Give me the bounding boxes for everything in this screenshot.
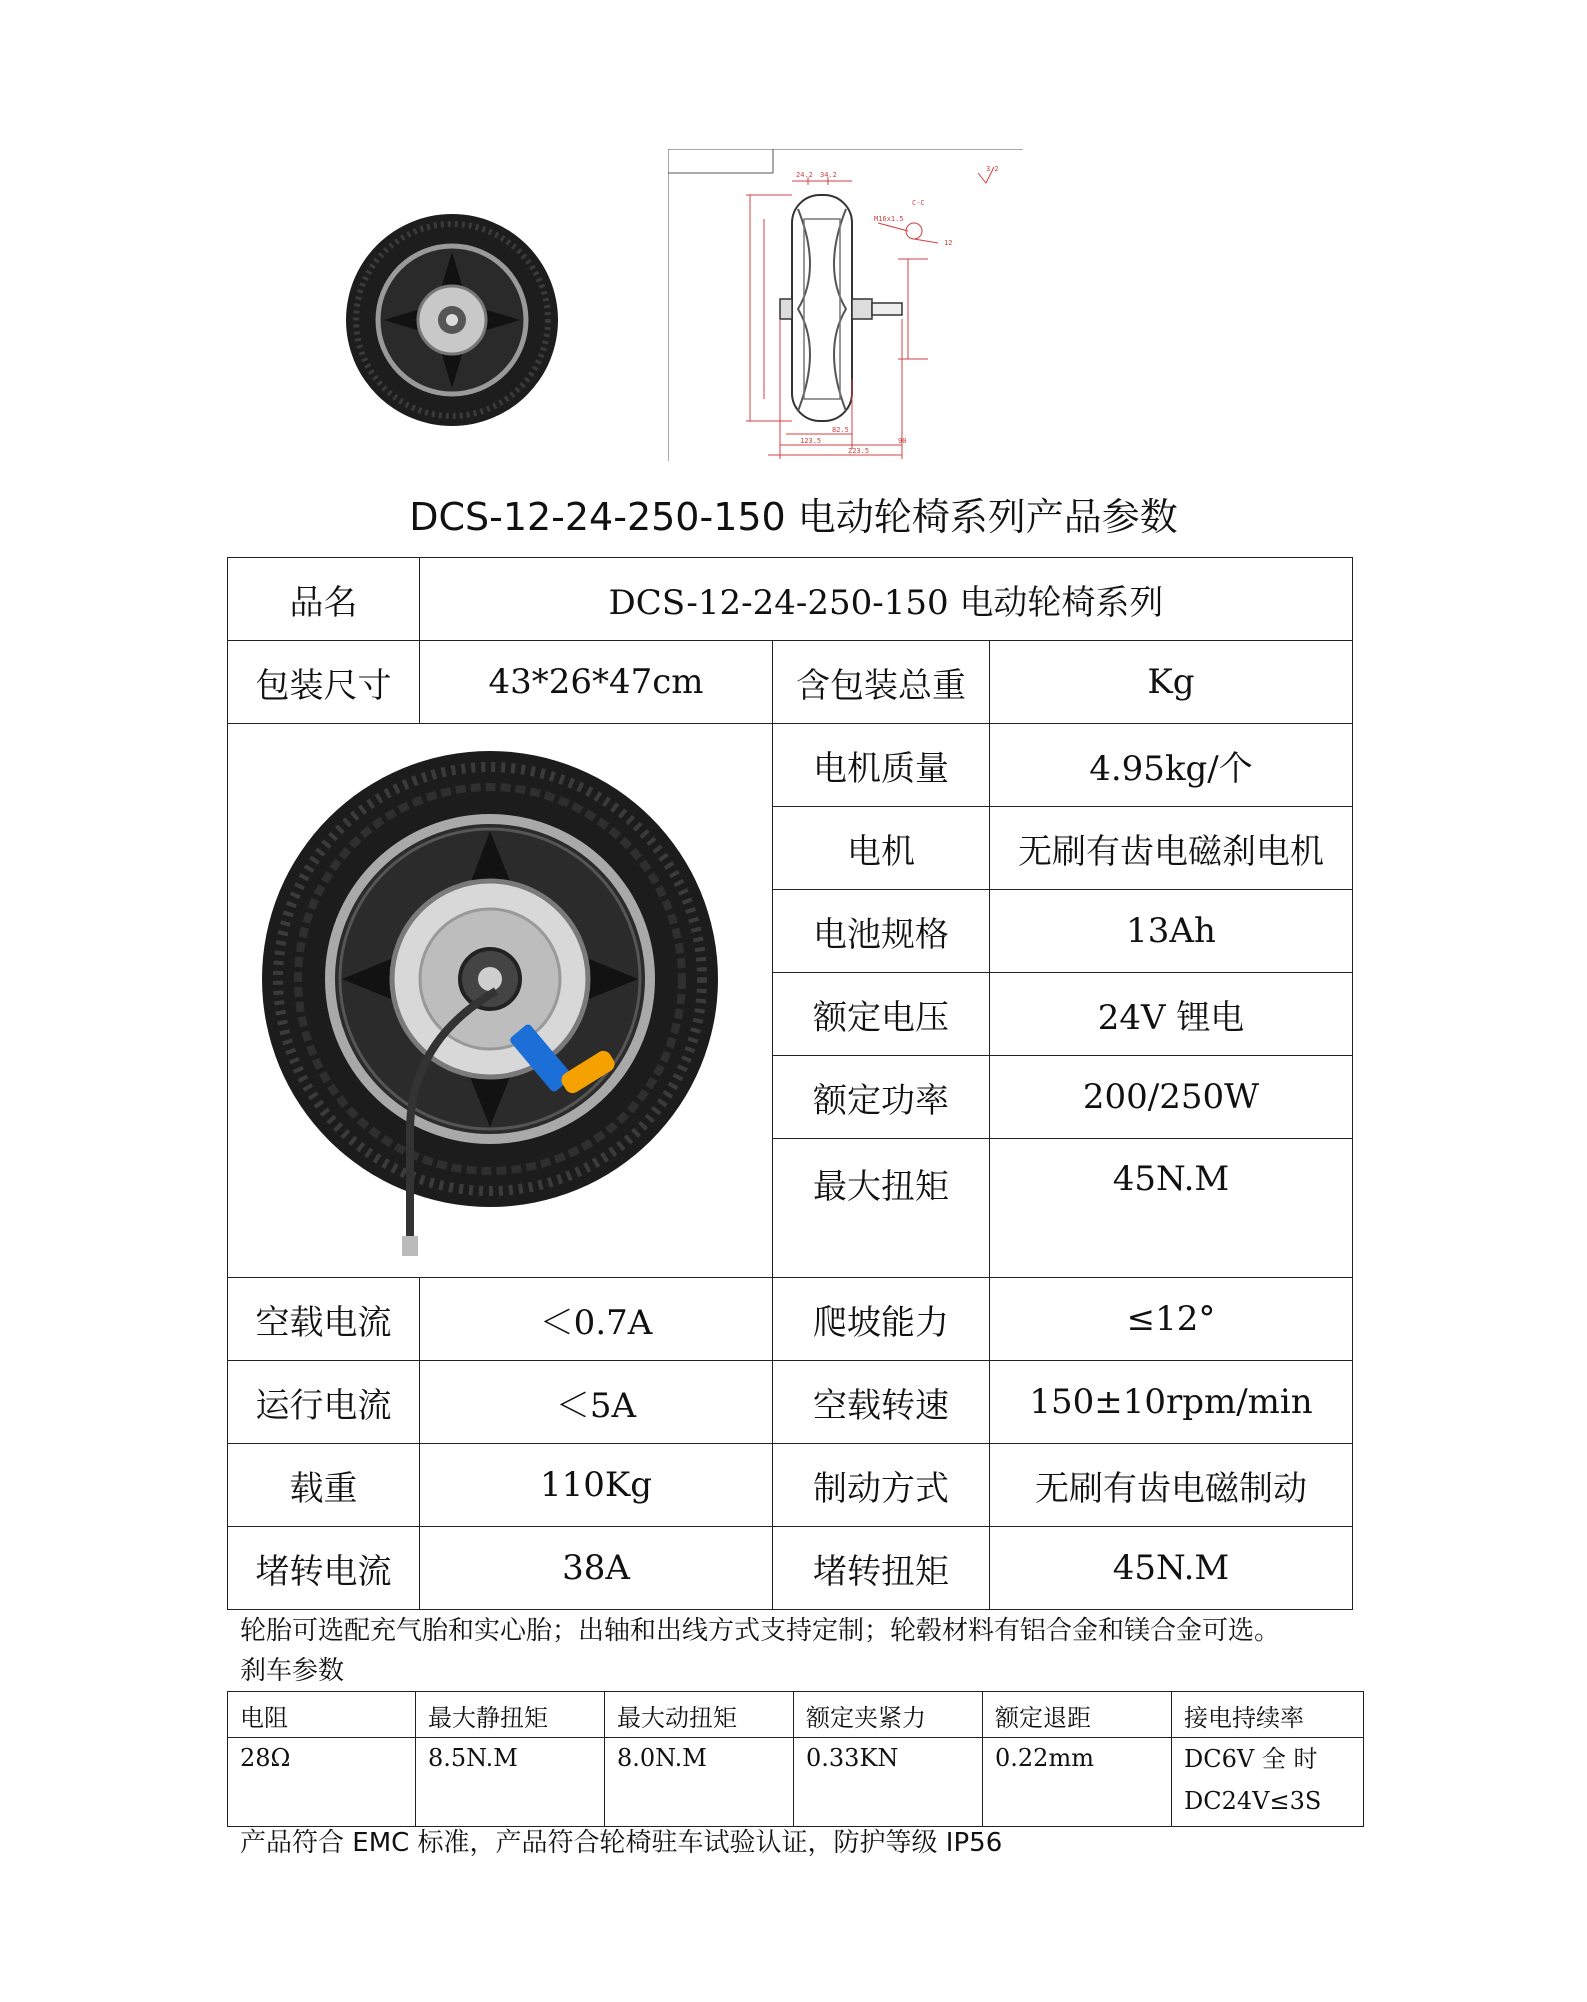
brake-header: 额定退距	[983, 1692, 1172, 1738]
spec-label: 品名	[228, 558, 420, 641]
spec-label: 堵转扭矩	[773, 1527, 990, 1610]
wheel-photo-cell	[228, 724, 773, 1278]
brake-header: 额定夹紧力	[794, 1692, 983, 1738]
note-compliance: 产品符合 EMC 标准，产品符合轮椅驻车试验认证，防护等级 IP56	[240, 1828, 1003, 1858]
spec-value: 200/250W	[990, 1056, 1353, 1139]
technical-drawing	[668, 149, 1023, 461]
spec-label: 空载电流	[228, 1278, 420, 1361]
page-title: DCS-12-24-250-150 电动轮椅系列产品参数	[409, 495, 1178, 539]
brake-value: 0.33KN	[794, 1738, 983, 1827]
brake-value: 8.0N.M	[605, 1738, 794, 1827]
spec-value: 38A	[420, 1527, 773, 1610]
spec-label: 制动方式	[773, 1444, 990, 1527]
spec-label: 爬坡能力	[773, 1278, 990, 1361]
dim-label: M16x1.5	[874, 215, 904, 223]
brake-header: 最大动扭矩	[605, 1692, 794, 1738]
brake-value-duty	[1172, 1738, 1364, 1827]
wheel-photo-small	[344, 212, 560, 428]
spec-label: 电机	[773, 807, 990, 890]
spec-value: ≤12°	[990, 1278, 1353, 1361]
dim-label: 24.2	[796, 171, 813, 179]
spec-value: 150±10rpm/min	[990, 1361, 1353, 1444]
spec-label: 包装尺寸	[228, 641, 420, 724]
dim-label: 12	[944, 239, 953, 247]
dim-label: 3.2	[986, 165, 999, 173]
spec-table	[227, 557, 1353, 1610]
spec-value: Kg	[990, 641, 1353, 724]
dim-label: C-C	[912, 199, 925, 207]
spec-label: 含包装总重	[773, 641, 990, 724]
spec-value: 45N.M	[990, 1527, 1353, 1610]
spec-value: 4.95kg/个	[990, 724, 1353, 807]
brake-value: 28Ω	[228, 1738, 416, 1827]
spec-label: 额定电压	[773, 973, 990, 1056]
dim-label: 34.2	[820, 171, 837, 179]
spec-label: 额定功率	[773, 1056, 990, 1139]
brake-duty-line2: DC24V≤3S	[1184, 1787, 1322, 1815]
spec-label: 电机质量	[773, 724, 990, 807]
spec-value: 无刷有齿电磁制动	[990, 1444, 1353, 1527]
brake-value: 8.5N.M	[416, 1738, 605, 1827]
brake-duty-line1: DC6V 全 时	[1184, 1745, 1318, 1773]
brake-table	[227, 1691, 1364, 1827]
wheel-photo-large	[260, 741, 740, 1261]
brake-header: 接电持续率	[1172, 1692, 1364, 1738]
note-tires: 轮胎可选配充气胎和实心胎；出轴和出线方式支持定制；轮毂材料有铝合金和镁合金可选。	[240, 1616, 1281, 1646]
spec-value: 110Kg	[420, 1444, 773, 1527]
brake-header: 电阻	[228, 1692, 416, 1738]
spec-label: 最大扭矩	[773, 1139, 990, 1278]
dim-label: 82.5	[832, 426, 849, 434]
dim-label: 123.5	[800, 437, 822, 445]
spec-label: 空载转速	[773, 1361, 990, 1444]
spec-value: ＜0.7A	[420, 1278, 773, 1361]
spec-label: 运行电流	[228, 1361, 420, 1444]
spec-value: 13Ah	[990, 890, 1353, 973]
spec-value: 24V 锂电	[990, 973, 1353, 1056]
spec-label: 电池规格	[773, 890, 990, 973]
spec-value: 43*26*47cm	[420, 641, 773, 724]
dim-label: 223.5	[848, 447, 870, 455]
spec-label: 载重	[228, 1444, 420, 1527]
brake-title: 刹车参数	[240, 1656, 345, 1686]
dim-label: 90	[898, 437, 907, 445]
brake-header: 最大静扭矩	[416, 1692, 605, 1738]
spec-value: 45N.M	[990, 1139, 1353, 1278]
spec-value: 无刷有齿电磁刹电机	[990, 807, 1353, 890]
spec-label: 堵转电流	[228, 1527, 420, 1610]
spec-value: ＜5A	[420, 1361, 773, 1444]
spec-value: DCS-12-24-250-150 电动轮椅系列	[420, 558, 1353, 641]
brake-value: 0.22mm	[983, 1738, 1172, 1827]
